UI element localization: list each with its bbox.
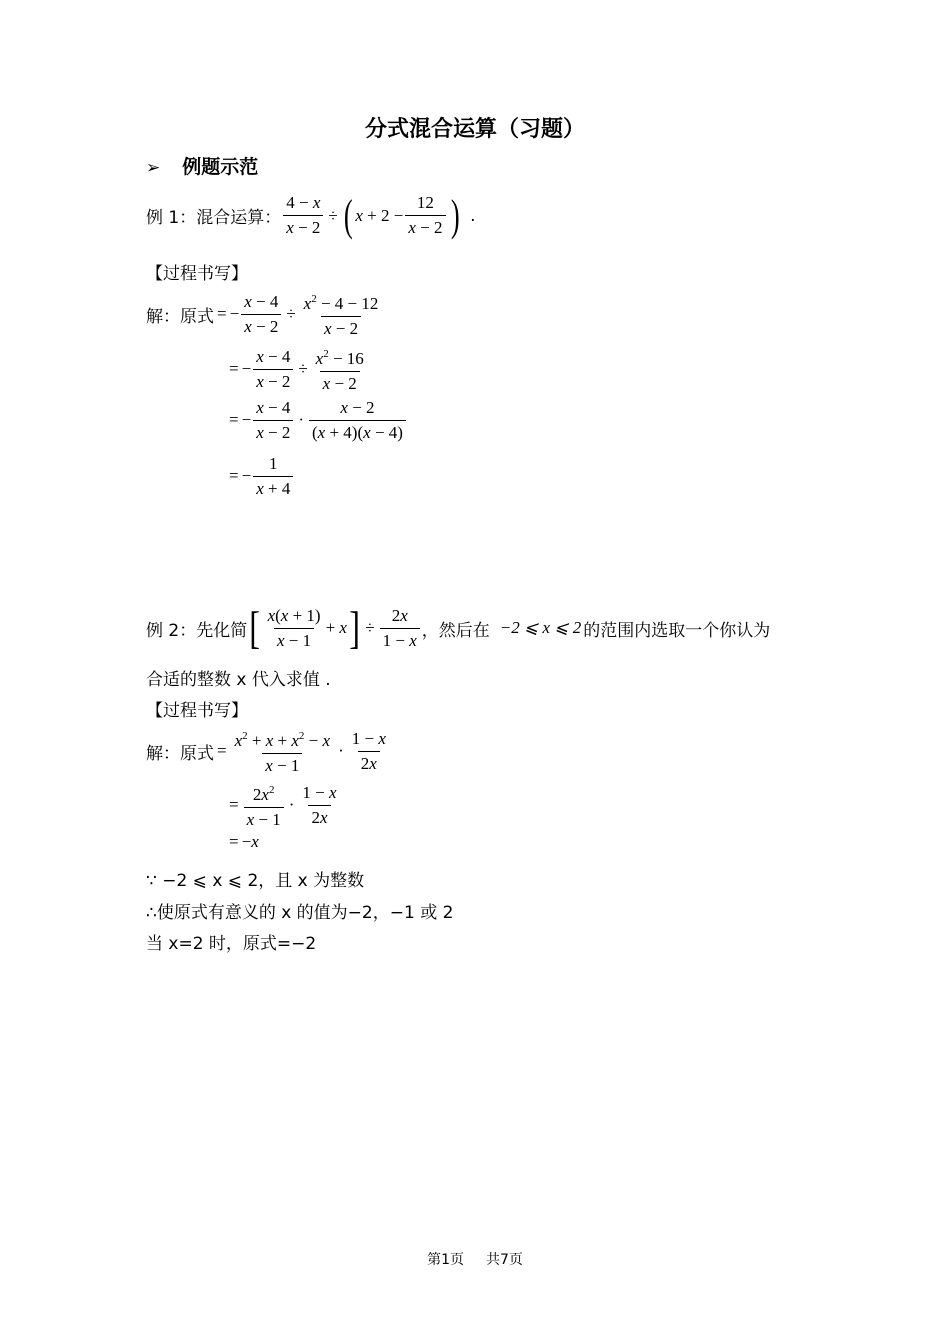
section-label: 例题示范 [182,156,259,178]
example2-problem [146,602,770,654]
example1-prefix: 例 1：混合运算： [146,208,282,228]
example1-expression: $\frac{4 - x}{x - 2}$ ÷ ( x + 2 − $\frac{12}{x - 2}$ ) [281,193,462,238]
arrow-bullet-icon: ➢ [146,158,161,178]
example1-process-label: 【过程书写】 [146,264,248,284]
example2-meaning: ∴使原式有意义的 x 的值为−2，−1 或 2 [146,903,454,923]
page-title: 分式混合运算（习题） [364,117,585,142]
example2-range: −2 ⩽ x ⩽ 2 [499,618,582,637]
page-total: 共7页 [486,1252,523,1268]
example2-answer: 当 x=2 时，原式=−2 [146,934,317,954]
fraction: $\frac{12}{x - 2}$ [405,193,445,238]
example2-solution-line-1: 解：原式 = $\frac{x^2 + x + x^2 - x}{x - 1}$ · $\frac{1 - x}{2x}$ [146,728,386,775]
example1-solution-line-3: = − $\frac{x - 4}{x - 2}$ · $\frac{x - 2}{(x + 4)(x - 4)}$ [226,396,408,444]
example2-line-2: 合适的整数 x 代入求值 . [146,670,331,690]
page-number: 第1页 [427,1252,464,1268]
section-heading [146,152,258,179]
page-footer [0,1249,950,1269]
example2-mid-text: ，然后在 [421,620,490,641]
example2-prefix: 例 2：先化简 [146,620,248,641]
example1-solution-line-1: 解：原式 = − $\frac{x - 4}{x - 2}$ ÷ $\frac{x^2 - 4 - 12}{x - 2}$ [146,291,379,338]
example2-solution-line-3: = − x [229,832,259,851]
example2-solution-line-2: = $\frac{2x^2}{x - 1}$ · $\frac{1 - x}{2x}$ [229,782,337,829]
solution-prefix: 解：原式 [146,743,214,764]
example2-suffix: 的范围内选取一个你认为 [583,620,771,641]
example2-process-label: 【过程书写】 [146,701,248,721]
example1-solution-line-4: = − $\frac{1}{x + 4}$ [226,452,295,500]
example2-expression: [ $\frac{x(x + 1)}{x - 1}$ + x ] ÷ $\frac{2x}{1 - x}$ [247,605,422,651]
example1-problem: 例 1：混合运算： $\frac{4 - x}{x - 2}$ ÷ ( x + 2 − $\frac{12}{x - 2}$ ) . [146,190,476,240]
example1-solution-line-2: = − $\frac{x - 4}{x - 2}$ ÷ $\frac{x^2 - 16}{x - 2}$ [229,346,364,393]
solution-prefix: 解：原式 [146,306,214,327]
example2-condition: ∵ −2 ⩽ x ⩽ 2，且 x 为整数 [146,871,365,891]
fraction: $\frac{4 - x}{x - 2}$ [283,193,323,238]
